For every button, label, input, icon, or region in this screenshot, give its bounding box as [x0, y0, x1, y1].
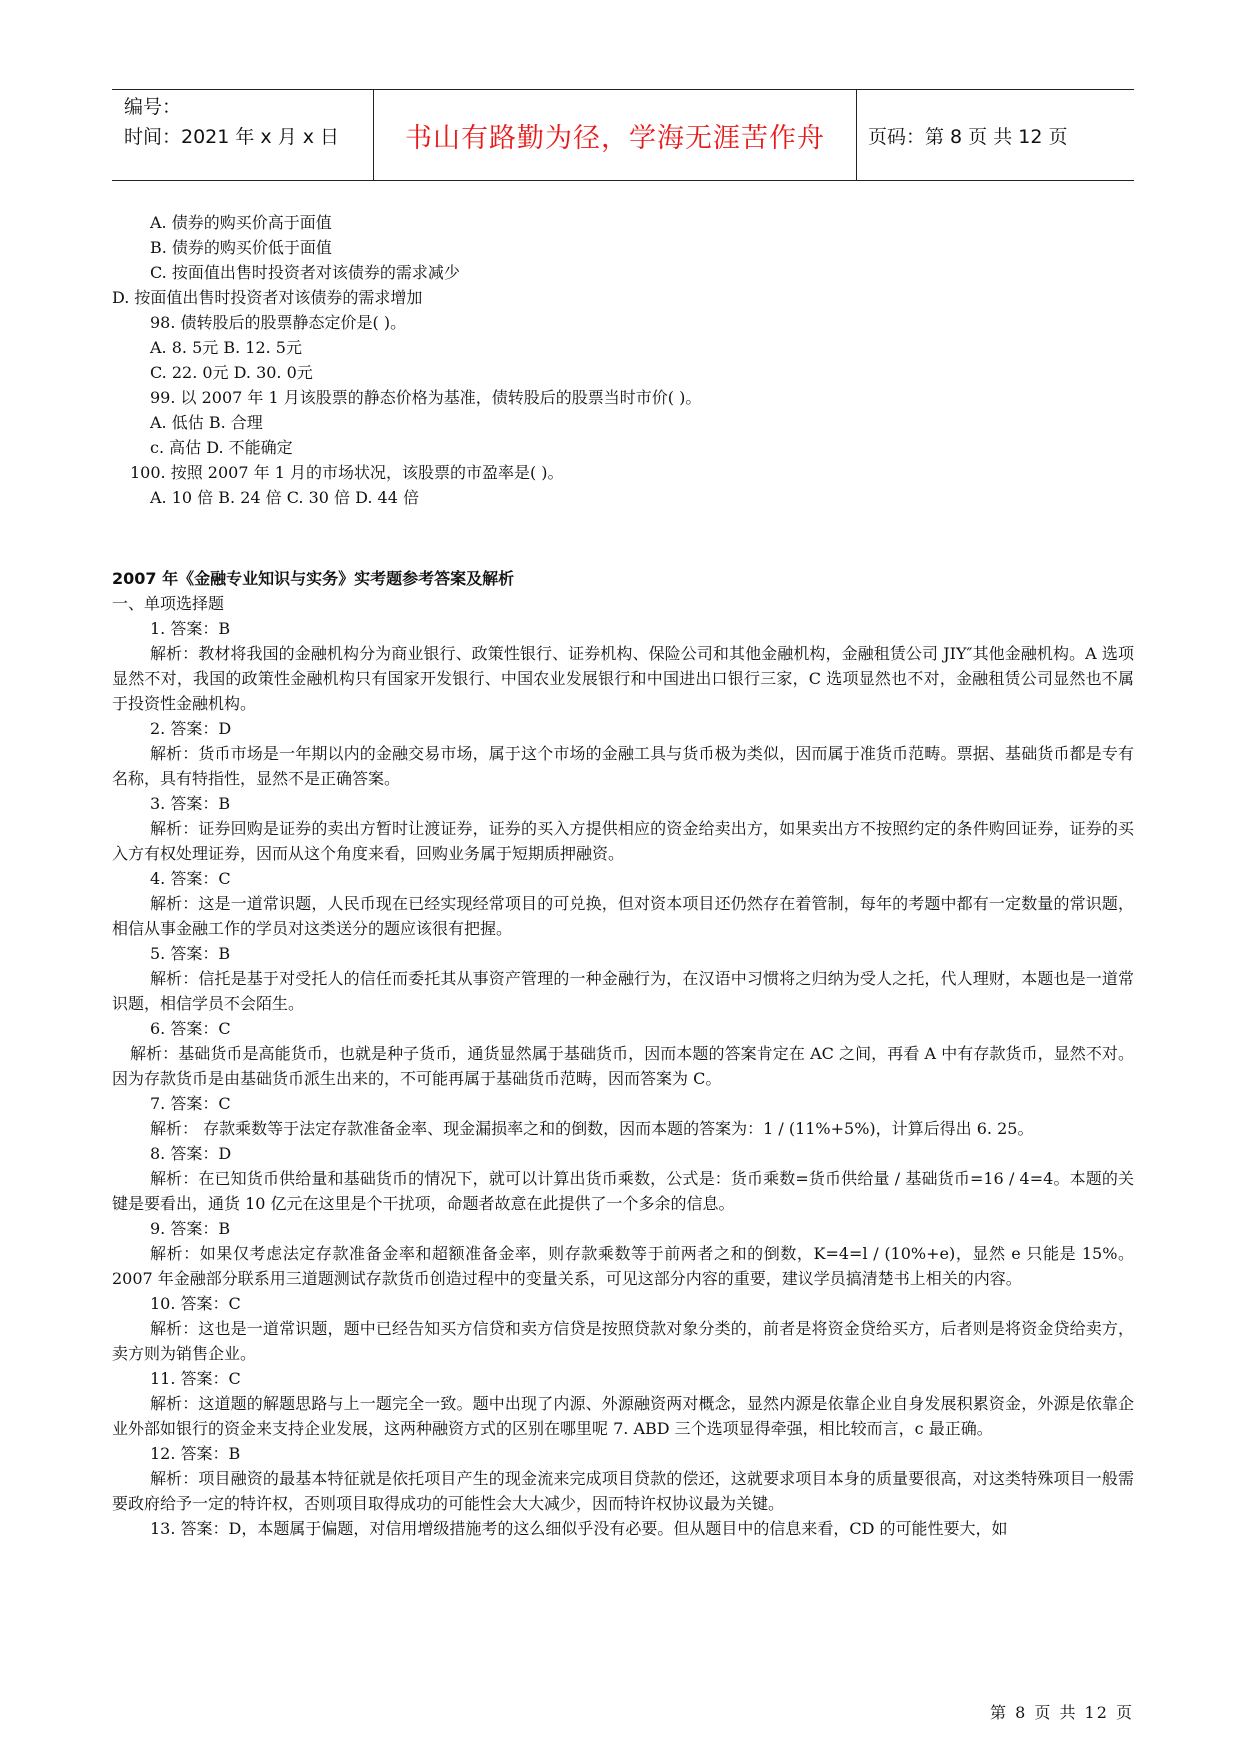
answer-line: 13. 答案：D，本题属于偏题，对信用增级措施考的这么细似乎没有必要。但从题目中的信息来看，CD 的可能性要大，如: [150, 1519, 1008, 1538]
answer-line: 8. 答案：D: [150, 1144, 232, 1163]
question-line: A. 债券的购买价高于面值: [150, 213, 332, 232]
answers-section-heading: 一、单项选择题: [112, 594, 225, 613]
document-body: [112, 210, 1134, 1541]
answer-line: 7. 答案：C: [150, 1094, 231, 1113]
answer-explanation: 解析：证券回购是证券的卖出方暂时让渡证券，证券的买入方提供相应的资金给卖出方，如果卖出方不按照约定的条件购回证券，证券的买入方有权处理证券，因而从这个角度来看，回购业务属于短期质押融资。: [112, 819, 1134, 863]
answer-line: 11. 答案：C: [150, 1369, 241, 1388]
document-number-label: 编号：: [124, 96, 182, 118]
answer-line: 10. 答案：C: [150, 1294, 241, 1313]
question-options: [112, 210, 1134, 510]
question-line: c. 高估 D. 不能确定: [150, 438, 293, 457]
answer-explanation: 解析：在已知货币供给量和基础货币的情况下，就可以计算出货币乘数，公式是：货币乘数=货币供给量 / 基础货币=16 / 4=4。本题的关键是要看出，通货 10 亿元在这里是个干扰项，命题者故意在此提供了一个多余的信息。: [112, 1169, 1134, 1213]
answer-line: 6. 答案：C: [150, 1019, 231, 1038]
answer-line: 4. 答案：C: [150, 869, 231, 888]
header-divider-right: [856, 90, 857, 180]
question-line: C. 按面值出售时投资者对该债券的需求减少: [150, 263, 460, 282]
document-time-label: 时间：2021 年 x 月 x 日: [124, 126, 340, 148]
question-line: 100. 按照 2007 年 1 月的市场状况，该股票的市盈率是( )。: [130, 463, 564, 482]
question-line: 98. 债转股后的股票静态定价是( )。: [150, 313, 407, 332]
answer-explanation: 解析：基础货币是高能货币，也就是种子货币，通货显然属于基础货币，因而本题的答案肯定在 AC 之间，再看 A 中有存款货币，显然不对。因为存款货币是由基础货币派生出来的，不可能再属于基础货币范畴，因而答案为 C。: [112, 1044, 1134, 1088]
answer-explanation: 解析：信托是基于对受托人的信任而委托其从事资产管理的一种金融行为，在汉语中习惯将之归纳为受人之托，代人理财，本题也是一道常识题，相信学员不会陌生。: [112, 969, 1134, 1013]
answer-explanation: 解析：这是一道常识题，人民币现在已经实现经常项目的可兑换，但对资本项目还仍然存在着管制，每年的考题中都有一定数量的常识题，相信从事金融工作的学员对这类送分的题应该很有把握。: [112, 894, 1134, 938]
header-motto: 书山有路勤为径，学海无涯苦作舟: [405, 122, 825, 154]
question-line: 99. 以 2007 年 1 月该股票的静态价格为基准，债转股后的股票当时市价( )。: [150, 388, 702, 407]
section-gap: [112, 510, 1134, 560]
answer-explanation: 解析：如果仅考虑法定存款准备金率和超额准备金率，则存款乘数等于前两者之和的倒数，K=4=l / (10%+e)，显然 e 只能是 15%。2007 年金融部分联系用三道题测试存款货币创造过程中的变量关系，可见这部分内容的重要，建议学员搞清楚书上相关的内容。: [112, 1244, 1134, 1288]
question-line: C. 22. 0元 D. 30. 0元: [150, 363, 313, 382]
answer-line: 2. 答案：D: [150, 719, 232, 738]
answer-explanation: 解析：这道题的解题思路与上一题完全一致。题中出现了内源、外源融资两对概念，显然内源是依靠企业自身发展积累资金，外源是依靠企业外部如银行的资金来支持企业发展，这两种融资方式的区别在哪里呢 7. ABD 三个选项显得牵强，相比较而言，c 最正确。: [112, 1394, 1134, 1438]
answer-explanation: 解析： 存款乘数等于法定存款准备金率、现金漏损率之和的倒数，因而本题的答案为：1 / (11%+5%)，计算后得出 6. 25。: [150, 1119, 1034, 1138]
question-line: D. 按面值出售时投资者对该债券的需求增加: [112, 288, 423, 307]
answer-line: 9. 答案：B: [150, 1219, 231, 1238]
header-bottom-rule: [112, 180, 1134, 181]
question-line: A. 低估 B. 合理: [150, 413, 263, 432]
answers-title: 2007 年《金融专业知识与实务》实考题参考答案及解析: [112, 569, 515, 588]
question-line: A. 8. 5元 B. 12. 5元: [150, 338, 302, 357]
answer-line: 3. 答案：B: [150, 794, 231, 813]
answer-explanation: 解析：教材将我国的金融机构分为商业银行、政策性银行、证券机构、保险公司和其他金融机构，金融租赁公司 JIY″其他金融机构。A 选项显然不对，我国的政策性金融机构只有国家开发银行、中国农业发展银行和中国进出口银行三家，C 选项显然也不对，金融租赁公司显然也不属于投资性金融机构。: [112, 644, 1134, 713]
answer-explanation: 解析：这也是一道常识题，题中已经告知买方信贷和卖方信贷是按照贷款对象分类的，前者是将资金贷给买方，后者则是将资金贷给卖方，卖方则为销售企业。: [112, 1319, 1134, 1363]
answer-explanation: 解析：货币市场是一年期以内的金融交易市场，属于这个市场的金融工具与货币极为类似，因而属于准货币范畴。票据、基础货币都是专有名称，具有特指性，显然不是正确答案。: [112, 744, 1134, 788]
answer-list: [112, 616, 1134, 1541]
header-page-number: 页码：第 8 页 共 12 页: [868, 125, 1068, 148]
answer-explanation: 解析：项目融资的最基本特征就是依托项目产生的现金流来完成项目贷款的偿还，这就要求项目本身的质量要很高，对这类特殊项目一般需要政府给予一定的特许权，否则项目取得成功的可能性会大大减少，因而特许权协议最为关键。: [112, 1469, 1134, 1513]
answer-line: 12. 答案：B: [150, 1444, 241, 1463]
header-meta: [124, 92, 369, 152]
answer-line: 1. 答案：B: [150, 619, 231, 638]
page-footer: 第 8 页 共 12 页: [990, 1703, 1134, 1722]
question-line: B. 债券的购买价低于面值: [150, 238, 332, 257]
question-line: A. 10 倍 B. 24 倍 C. 30 倍 D. 44 倍: [150, 488, 419, 507]
answer-line: 5. 答案：B: [150, 944, 231, 963]
